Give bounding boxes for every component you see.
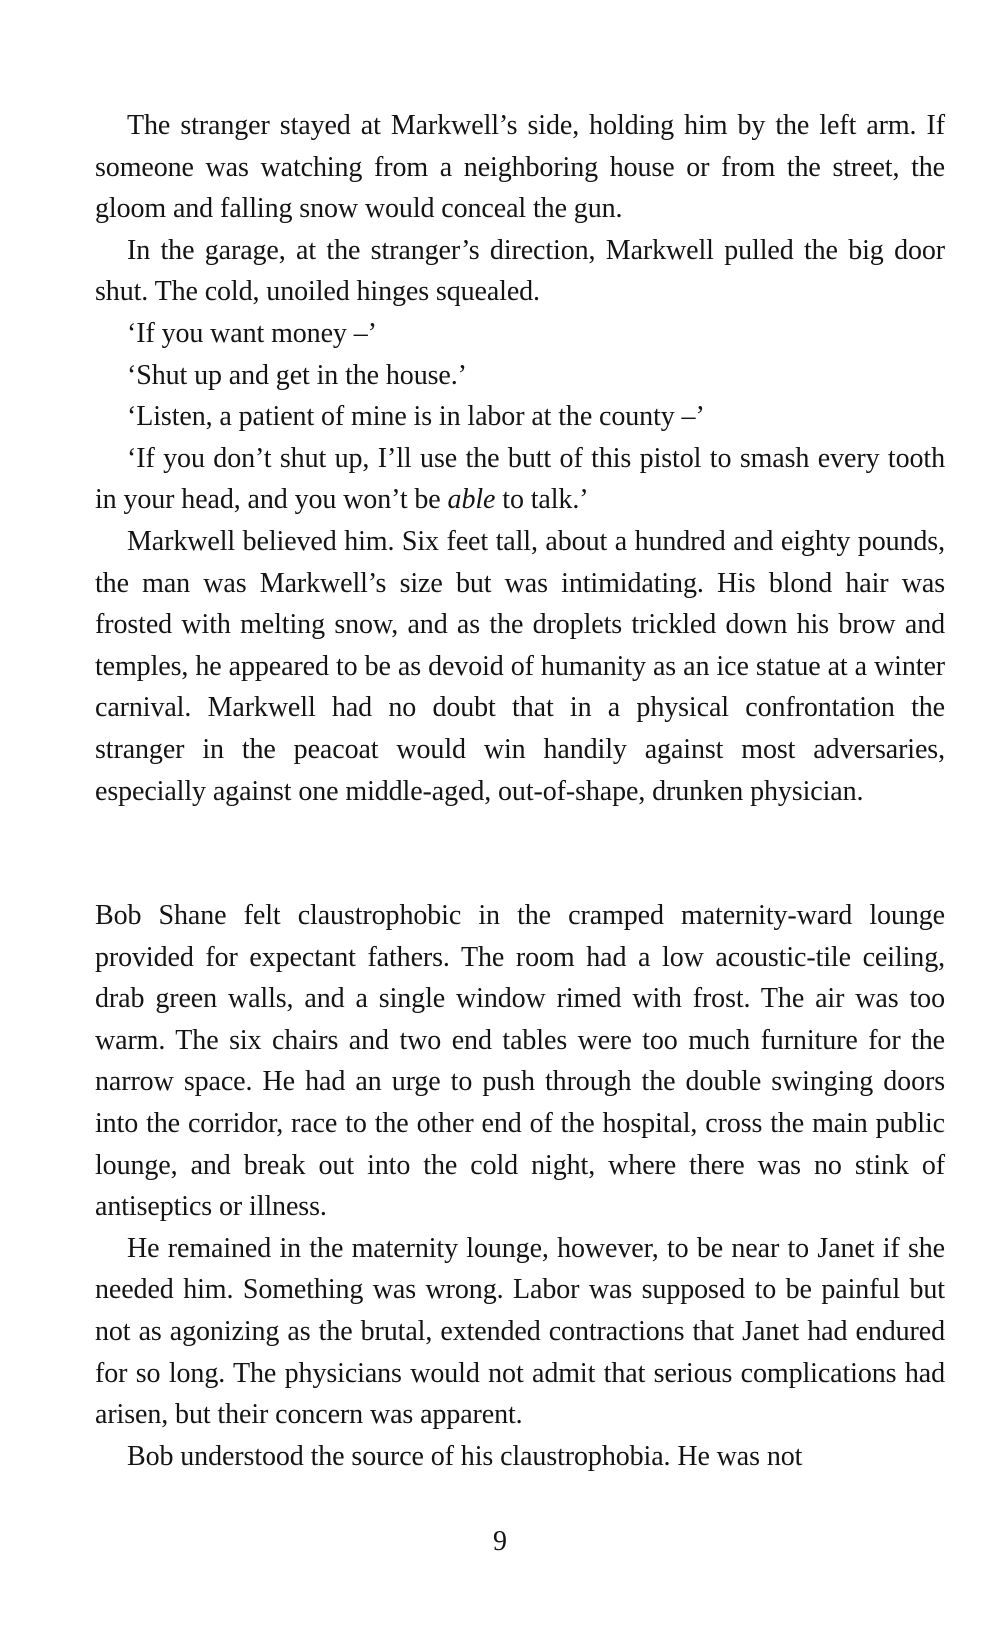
- emphasis-text: able: [447, 484, 496, 516]
- dialogue-text-end: to talk.’: [495, 484, 589, 516]
- text-section-bob-shane: [95, 895, 945, 1477]
- paragraph: He remained in the maternity lounge, however, to be near to Janet if she needed him. Something was wrong. Labor was supposed to be painful but not as agonizing as the brutal, extended contractions that Janet had endured for so long. The physicians would not admit that serious complications had arisen, but their concern was apparent.: [95, 1232, 945, 1431]
- dialogue-text: ‘If you don’t shut up, I’ll use the butt of this pistol to smash every tooth in your head, and you won’t be: [95, 442, 945, 516]
- dialogue-paragraph: [95, 438, 945, 521]
- text-section-markwell: [95, 105, 945, 812]
- dialogue-line: ‘Listen, a patient of mine is in labor at the county –’: [127, 401, 705, 433]
- dialogue-line: ‘If you want money –’: [127, 317, 377, 349]
- paragraph: The stranger stayed at Markwell’s side, holding him by the left arm. If someone was watching from a neighboring house or from the street, the gloom and falling snow would conceal the gun.: [95, 110, 945, 225]
- paragraph: Bob understood the source of his claustrophobia. He was not: [127, 1440, 803, 1472]
- paragraph: Markwell believed him. Six feet tall, about a hundred and eighty pounds, the man was Markwell’s size but was intimidating. His blond hair was frosted with melting snow, and as the droplets trickled down his brow and temples, he appeared to be as devoid of humanity as an ice statue at a winter carnival. Markwell had no doubt that in a physical confrontation the stranger in the peacoat would win handily against most adversaries, especially against one middle-aged, out-of-shape, drunken physician.: [95, 525, 945, 807]
- section-opening-paragraph: Bob Shane felt claustrophobic in the cramped maternity-ward lounge provided for expectant fathers. The room had a low acoustic-tile ceiling, drab green walls, and a single window rimed with frost. The air was too warm. The six chairs and two end tables were too much furniture for the narrow space. He had an urge to push through the double swinging doors into the corridor, race to the other end of the hospital, cross the main public lounge, and break out into the cold night, where there was no stink of antiseptics or illness.: [95, 900, 945, 1223]
- dialogue-line: ‘Shut up and get in the house.’: [127, 359, 467, 391]
- paragraph: In the garage, at the stranger’s direction, Markwell pulled the big door shut. The cold, unoiled hinges squealed.: [95, 234, 945, 308]
- page-number: 9: [493, 1526, 507, 1557]
